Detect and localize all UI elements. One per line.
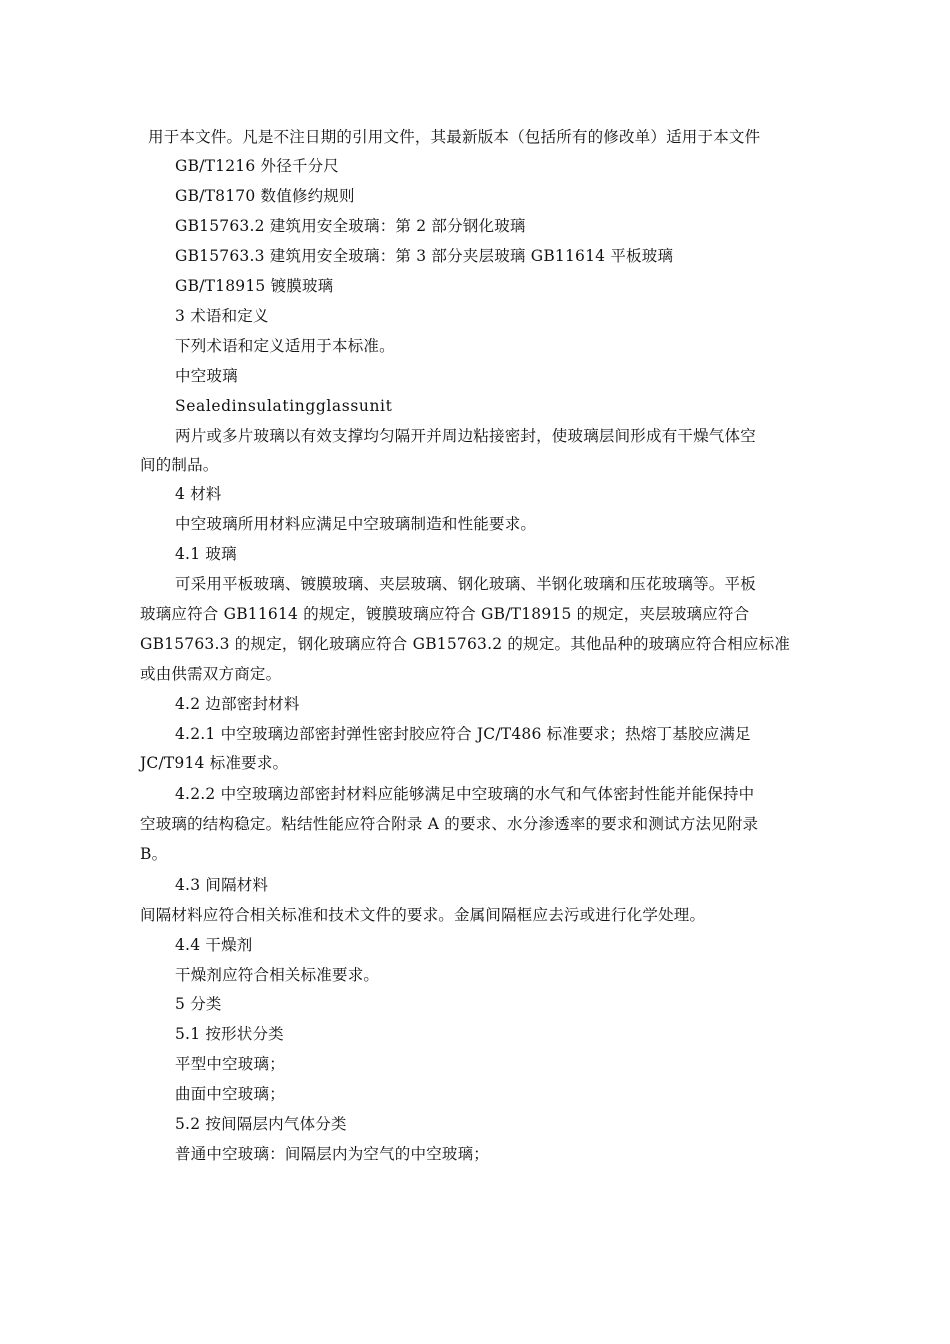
- text-line: 干燥剂应符合相关标准要求。: [175, 966, 380, 984]
- text-line: 间的制品。: [140, 456, 219, 474]
- subsection-heading: 4.2 边部密封材料: [175, 695, 300, 713]
- text-line: 或由供需双方商定。: [140, 665, 282, 683]
- text-line: GB/T1216 外径千分尺: [175, 157, 340, 175]
- term-english: Sealedinsulatingglassunit: [175, 397, 393, 415]
- subsection-heading: 4.1 玻璃: [175, 545, 237, 563]
- subsection-heading: 4.4 干燥剂: [175, 936, 253, 954]
- text-line: 两片或多片玻璃以有效支撑均匀隔开并周边粘接密封，使玻璃层间形成有干燥气体空: [175, 427, 756, 445]
- text-line: GB15763.3 建筑用安全玻璃：第 3 部分夹层玻璃 GB11614 平板玻璃: [175, 247, 674, 265]
- subsection-heading: 5.2 按间隔层内气体分类: [175, 1115, 347, 1133]
- subsection-heading: 5.1 按形状分类: [175, 1025, 284, 1043]
- text-line: 下列术语和定义适用于本标准。: [175, 337, 395, 355]
- text-line: JC/T914 标准要求。: [140, 754, 289, 772]
- text-line: 4.2.1 中空玻璃边部密封弹性密封胶应符合 JC/T486 标准要求；热熔丁基胶应满足: [175, 725, 751, 743]
- text-line: GB15763.3 的规定，钢化玻璃应符合 GB15763.2 的规定。其他品种的玻璃应符合相应标准: [140, 635, 791, 653]
- text-line: 用于本文件。凡是不注日期的引用文件，其最新版本（包括所有的修改单）适用于本文件: [148, 128, 761, 146]
- text-line: 可采用平板玻璃、镀膜玻璃、夹层玻璃、钢化玻璃、半钢化玻璃和压花玻璃等。平板: [175, 575, 756, 593]
- section-heading: 4 材料: [175, 485, 222, 503]
- text-line: B。: [140, 845, 168, 863]
- text-line: GB/T8170 数值修约规则: [175, 187, 355, 205]
- text-line: 4.2.2 中空玻璃边部密封材料应能够满足中空玻璃的水气和气体密封性能并能保持中: [175, 785, 755, 803]
- text-line: 普通中空玻璃：间隔层内为空气的中空玻璃；: [175, 1145, 490, 1163]
- text-line: GB/T18915 镀膜玻璃: [175, 277, 334, 295]
- text-line: 空玻璃的结构稳定。粘结性能应符合附录 A 的要求、水分渗透率的要求和测试方法见附录: [140, 815, 759, 833]
- term-title: 中空玻璃: [175, 367, 238, 385]
- section-heading: 5 分类: [175, 995, 222, 1013]
- subsection-heading: 4.3 间隔材料: [175, 876, 269, 894]
- text-line: 间隔材料应符合相关标准和技术文件的要求。金属间隔框应去污或进行化学处理。: [140, 906, 706, 924]
- section-heading: 3 术语和定义: [175, 307, 269, 325]
- text-line: 平型中空玻璃；: [175, 1055, 285, 1073]
- text-line: 中空玻璃所用材料应满足中空玻璃制造和性能要求。: [175, 515, 537, 533]
- text-line: 玻璃应符合 GB11614 的规定，镀膜玻璃应符合 GB/T18915 的规定，夹层玻璃应符合: [140, 605, 750, 623]
- text-line: GB15763.2 建筑用安全玻璃：第 2 部分钢化玻璃: [175, 217, 526, 235]
- text-line: 曲面中空玻璃；: [175, 1085, 285, 1103]
